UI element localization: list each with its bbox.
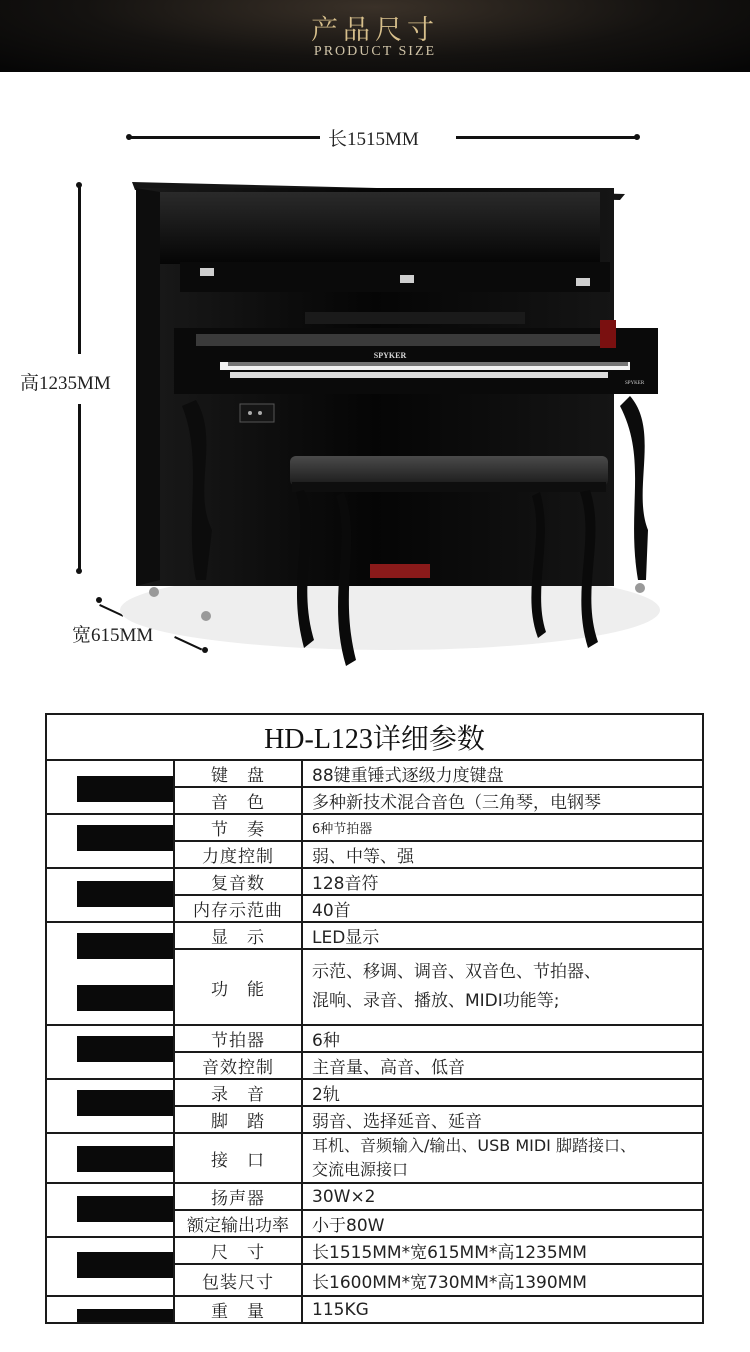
spec-value: 6种 [302, 1025, 703, 1052]
spec-label: 额定输出功率 [174, 1210, 302, 1237]
spec-label: 内存示范曲 [174, 895, 302, 922]
spec-value: 40首 [302, 895, 703, 922]
spec-value: 115KG [302, 1296, 703, 1323]
piano-key-decoration [46, 1079, 174, 1133]
black-key [77, 1090, 174, 1116]
spec-value-line: 混响、录音、播放、MIDI功能等; [312, 991, 560, 1011]
spec-table [45, 713, 704, 1324]
spec-value-line: 示范、移调、调音、双音色、节拍器、 [312, 962, 601, 982]
spec-value [302, 949, 703, 1025]
spec-value: 小于80W [302, 1210, 703, 1237]
height-label: 高1235MM [20, 373, 111, 394]
black-key [77, 776, 174, 802]
spec-label: 重 量 [174, 1296, 302, 1323]
length-line-right [456, 136, 638, 139]
spec-value: 128音符 [302, 868, 703, 895]
spec-value: 长1515MM*宽615MM*高1235MM [302, 1237, 703, 1264]
length-end-dot [634, 134, 640, 140]
piano-key-decoration [46, 1183, 174, 1237]
piano-key-decoration [46, 1025, 174, 1079]
spec-value: 弱音、选择延音、延音 [302, 1106, 703, 1133]
piano-image [100, 170, 680, 680]
black-key [77, 1252, 174, 1278]
black-key [77, 985, 174, 1011]
piano-key-decoration [46, 1133, 174, 1183]
piano-key-decoration [46, 868, 174, 922]
length-label: 长1515MM [328, 129, 419, 150]
height-end-dot [76, 568, 82, 574]
table-row [46, 760, 703, 787]
spec-value: 2轨 [302, 1079, 703, 1106]
spec-label: 复音数 [174, 868, 302, 895]
black-key [77, 881, 174, 907]
spec-value: 主音量、高音、低音 [302, 1052, 703, 1079]
spec-label: 键 盘 [174, 760, 302, 787]
spec-label: 节拍器 [174, 1025, 302, 1052]
piano-key-decoration [46, 760, 174, 814]
black-key [77, 1036, 174, 1062]
spec-value [302, 1133, 703, 1183]
spec-label: 音效控制 [174, 1052, 302, 1079]
table-row [46, 814, 703, 841]
spec-value: 弱、中等、强 [302, 841, 703, 868]
spec-label: 脚 踏 [174, 1106, 302, 1133]
piano-key-decoration [46, 1296, 174, 1323]
spec-value-line: 耳机、音频输入/输出、USB MIDI 脚踏接口、 [312, 1136, 636, 1155]
spec-label: 节 奏 [174, 814, 302, 841]
black-key [77, 825, 174, 851]
table-row [46, 1025, 703, 1052]
table-row [46, 1079, 703, 1106]
piano-key-decoration [46, 922, 174, 1025]
spec-value: 长1600MM*宽730MM*高1390MM [302, 1264, 703, 1296]
spec-value: LED显示 [302, 922, 703, 949]
spec-value-line: 交流电源接口 [312, 1160, 409, 1179]
piano-key-decoration [46, 1237, 174, 1296]
spec-value: 88键重锤式逐级力度键盘 [302, 760, 703, 787]
spec-label: 显 示 [174, 922, 302, 949]
height-line-bottom [78, 404, 81, 570]
height-line-top [78, 184, 81, 354]
black-key [77, 1146, 174, 1172]
black-key [77, 1309, 174, 1323]
spec-label: 音 色 [174, 787, 302, 814]
table-row [46, 1133, 703, 1183]
width-label: 宽615MM [72, 625, 154, 646]
spec-table-title: HD-L123详细参数 [46, 714, 703, 760]
spec-value: 6种节拍器 [302, 814, 703, 841]
spec-label: 包装尺寸 [174, 1264, 302, 1296]
banner-title: 产品尺寸 [311, 15, 439, 46]
piano-key-decoration [46, 814, 174, 868]
piano-brand-small: SPYKER [625, 381, 645, 386]
table-title-row [46, 714, 703, 760]
black-key [77, 933, 174, 959]
table-row [46, 1237, 703, 1264]
spec-label: 接 口 [174, 1133, 302, 1183]
table-row [46, 1296, 703, 1323]
length-line-left [128, 136, 320, 139]
spec-value: 多种新技术混合音色（三角琴，电钢琴 [302, 787, 703, 814]
banner-subtitle: PRODUCT SIZE [313, 44, 437, 59]
black-key [77, 1196, 174, 1222]
table-row [46, 922, 703, 949]
spec-label: 尺 寸 [174, 1237, 302, 1264]
spec-label: 扬声器 [174, 1183, 302, 1210]
table-row [46, 1183, 703, 1210]
piano-brand: SPYKER [373, 351, 407, 360]
spec-label: 力度控制 [174, 841, 302, 868]
spec-label: 功 能 [174, 949, 302, 1025]
header-banner [0, 0, 750, 72]
spec-value: 30W×2 [302, 1183, 703, 1210]
table-row [46, 868, 703, 895]
spec-label: 录 音 [174, 1079, 302, 1106]
